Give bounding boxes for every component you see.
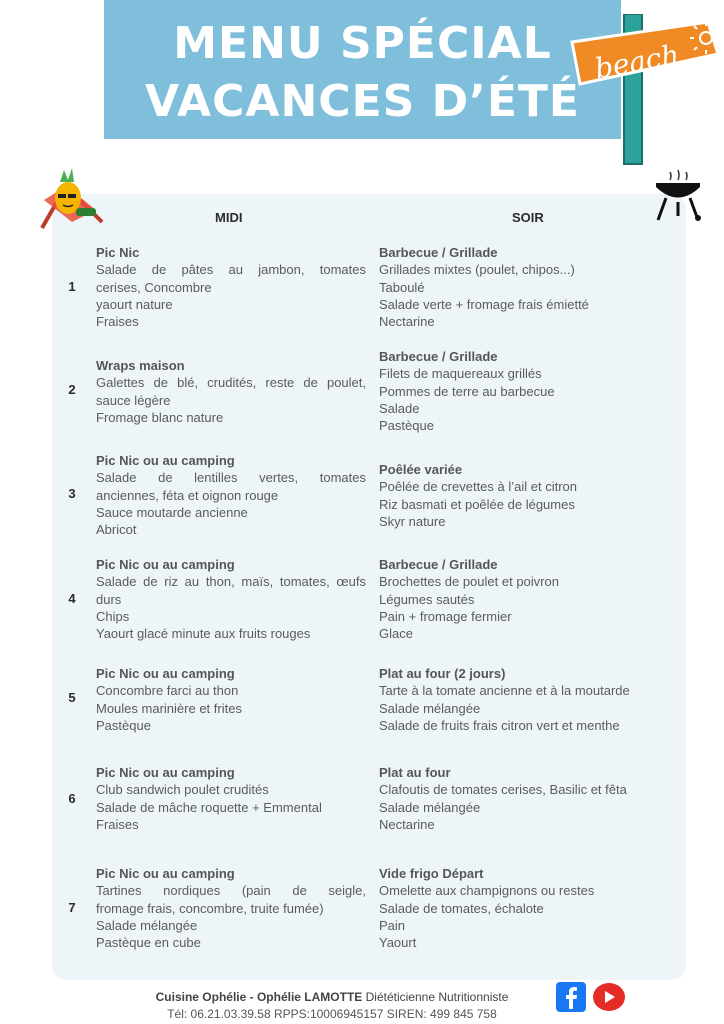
meal-line: Tartines nordiques (pain de seigle, (96, 883, 366, 899)
meal-line: Glace (379, 626, 413, 642)
meal-line: yaourt nature (96, 296, 173, 312)
meal-title: Poêlée variée (379, 462, 463, 477)
meal-line: Pastèque (379, 418, 434, 434)
day-number: 4 (68, 591, 76, 606)
meal-line: Skyr nature (379, 513, 446, 529)
meal-title: Barbecue / Grillade (379, 245, 498, 260)
meal-line: Brochettes de poulet et poivron (379, 574, 559, 590)
meal-line: Salade mélangée (379, 799, 481, 815)
soir-meal (379, 244, 669, 330)
beach-sign-label: beach (592, 38, 682, 86)
soir-meal (379, 556, 669, 642)
meal-line: Pommes de terre au barbecue (379, 383, 555, 399)
meal-line: Salade de pâtes au jambon, tomates (96, 262, 366, 278)
header-banner (104, 0, 621, 139)
meal-line: Sauce moutarde ancienne (96, 504, 248, 520)
soir-meal (379, 348, 669, 434)
footer-role: Diététicienne Nutritionniste (362, 990, 509, 1004)
meal-line: sauce légère (96, 392, 171, 408)
meal-line: Salade de fruits frais citron vert et menthe (379, 717, 620, 733)
facebook-icon[interactable] (556, 982, 586, 1012)
meal-line: durs (96, 591, 122, 607)
meal-line: Grillades mixtes (poulet, chipos...) (379, 262, 575, 278)
youtube-icon[interactable] (592, 982, 626, 1012)
footer-name: Cuisine Ophélie - Ophélie LAMOTTE (155, 990, 363, 1004)
midi-meal (96, 452, 366, 538)
column-header-soir: SOIR (512, 210, 544, 225)
meal-title: Barbecue / Grillade (379, 349, 498, 364)
meal-line: Salade de tomates, échalote (379, 900, 544, 916)
midi-meal (96, 357, 366, 426)
meal-line: Pastèque (96, 717, 151, 733)
meal-title: Vide frigo Départ (379, 866, 484, 881)
midi-meal (96, 665, 366, 734)
meal-title: Pic Nic (96, 245, 140, 260)
meal-title: Barbecue / Grillade (379, 557, 498, 572)
midi-meal (96, 244, 366, 330)
meal-line: Pain (379, 917, 406, 933)
meal-line: fromage frais, concombre, truite fumée) (96, 900, 324, 916)
meal-line: Fraises (96, 314, 139, 330)
meal-line: Clafoutis de tomates cerises, Basilic et fêta (379, 782, 627, 798)
meal-line: Taboulé (379, 279, 425, 295)
day-number: 2 (68, 382, 76, 397)
meal-line: Nectarine (379, 816, 435, 832)
meal-line: Omelette aux champignons ou restes (379, 883, 595, 899)
midi-meal (96, 556, 366, 642)
meal-line: Pain + fromage fermier (379, 608, 512, 624)
meal-title: Wraps maison (96, 358, 185, 373)
meal-line: Yaourt glacé minute aux fruits rouges (96, 626, 311, 642)
meal-line: Fraises (96, 816, 139, 832)
footer-author (0, 990, 694, 1004)
meal-line: anciennes, féta et oignon rouge (96, 487, 279, 503)
meal-line: Yaourt (379, 935, 417, 951)
footer-contact: Tél: 06.21.03.39.58 RPPS:10006945157 SIREN: 499 845 758 (167, 1007, 497, 1021)
day-number: 6 (68, 791, 76, 806)
meal-line: Moules marinière et frites (96, 700, 242, 716)
soir-meal (379, 461, 669, 530)
meal-line: Légumes sautés (379, 591, 475, 607)
soir-meal (379, 865, 669, 951)
meal-line: cerises, Concombre (96, 279, 212, 295)
column-header-midi: MIDI (215, 210, 243, 225)
meal-line: Salade verte + fromage frais émietté (379, 296, 589, 312)
meal-line: Club sandwich poulet crudités (96, 782, 269, 798)
meal-line: Salade de mâche roquette + Emmental (96, 799, 322, 815)
meal-line: Salade mélangée (379, 700, 481, 716)
meal-line: Pastèque en cube (96, 935, 201, 951)
meal-line: Nectarine (379, 314, 435, 330)
midi-meal (96, 865, 366, 951)
meal-line: Salade (379, 400, 420, 416)
soir-meal (379, 665, 669, 734)
meal-title: Pic Nic ou au camping (96, 453, 235, 468)
beach-sign-icon (566, 14, 724, 94)
soir-meal (379, 764, 669, 833)
menu-title-line-2: VACANCES D’ÉTÉ (144, 76, 580, 127)
menu-title-line-1: MENU SPÉCIAL (173, 18, 552, 69)
barbecue-grill-icon (650, 168, 706, 222)
pineapple-deckchair-icon (36, 164, 112, 232)
meal-line: Abricot (96, 522, 137, 538)
day-number: 7 (68, 900, 76, 915)
meal-line: Filets de maquereaux grillés (379, 366, 542, 382)
meal-title: Plat au four (2 jours) (379, 666, 506, 681)
day-number: 1 (68, 279, 76, 294)
day-number: 3 (68, 486, 76, 501)
meal-line: Tarte à la tomate ancienne et à la moutarde (379, 683, 630, 699)
meal-line: Salade mélangée (96, 917, 198, 933)
meal-title: Pic Nic ou au camping (96, 666, 235, 681)
day-number: 5 (68, 690, 76, 705)
meal-line: Salade de riz au thon, maïs, tomates, œufs (96, 574, 366, 590)
meal-line: Concombre farci au thon (96, 683, 239, 699)
meal-title: Pic Nic ou au camping (96, 866, 235, 881)
meal-line: Fromage blanc nature (96, 409, 224, 425)
meal-line: Salade de lentilles vertes, tomates (96, 470, 366, 486)
meal-title: Plat au four (379, 765, 451, 780)
meal-line: Poêlée de crevettes à l’ail et citron (379, 479, 577, 495)
meal-line: Riz basmati et poêlée de légumes (379, 496, 575, 512)
meal-title: Pic Nic ou au camping (96, 765, 235, 780)
meal-line: Galettes de blé, crudités, reste de poulet, (96, 375, 366, 391)
midi-meal (96, 764, 366, 833)
meal-title: Pic Nic ou au camping (96, 557, 235, 572)
meal-line: Chips (96, 608, 130, 624)
